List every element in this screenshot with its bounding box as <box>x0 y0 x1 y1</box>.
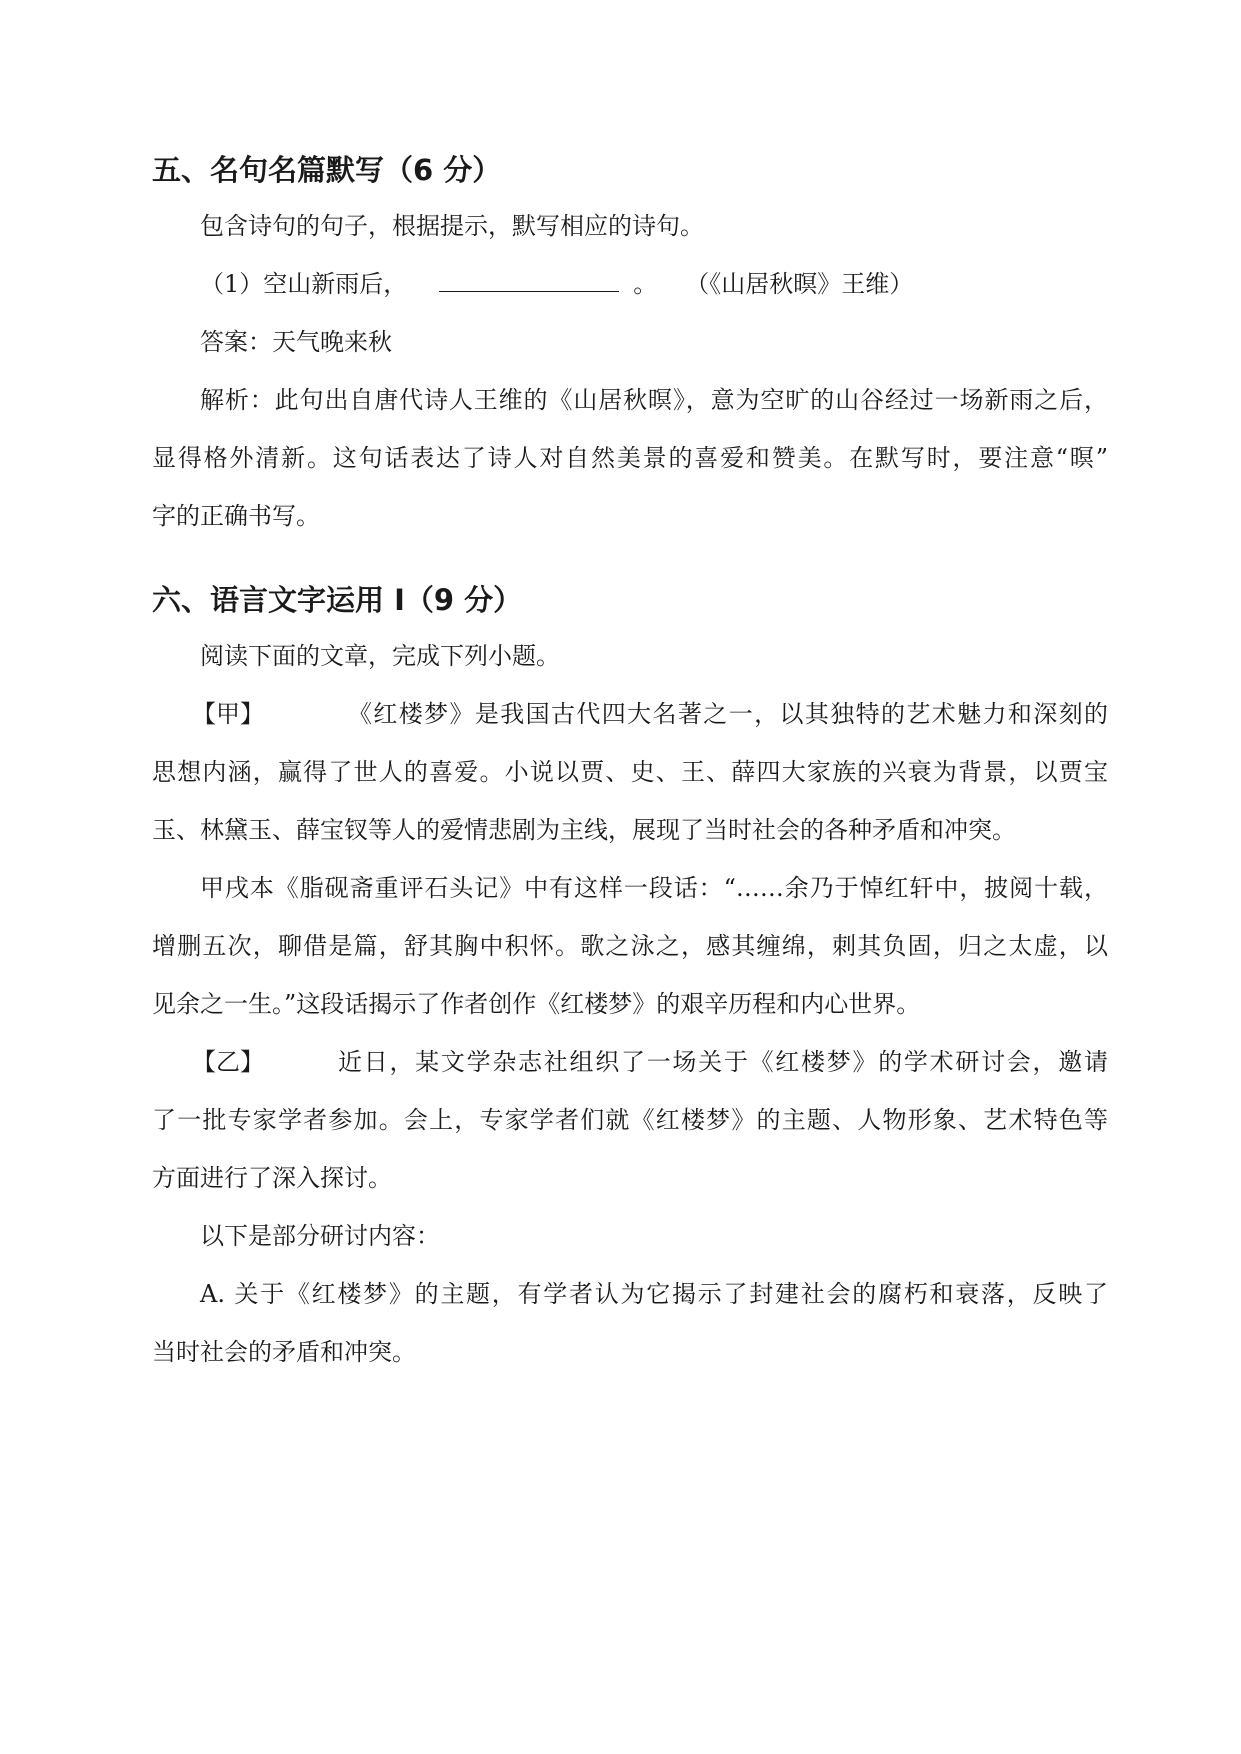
analysis-line-2: 显得格外清新。这句话表达了诗人对自然美景的喜爱和赞美。在默写时，要注意“暝” <box>152 444 1108 472</box>
passage-jia-p2-line-3: 见余之一生。”这段话揭示了作者创作《红楼梦》的艰辛历程和内心世界。 <box>152 990 921 1018</box>
question-1-source: （《山居秋暝》王维） <box>685 270 914 298</box>
passage-yi-line-3: 方面进行了深入探讨。 <box>152 1164 392 1192</box>
section-5-instruction: 包含诗句的句子，根据提示，默写相应的诗句。 <box>200 212 704 240</box>
passage-jia-line-3: 玉、林黛玉、薛宝钗等人的爱情悲剧为主线，展现了当时社会的各种矛盾和冲突。 <box>152 816 1016 844</box>
question-1-suffix: 。 <box>633 270 658 298</box>
passage-jia-line-2: 思想内涵，赢得了世人的喜爱。小说以贾、史、王、薛四大家族的兴衰为背景，以贾宝 <box>152 758 1108 786</box>
section-6-title: 六、语言文字运用 I（9 分） <box>152 583 523 617</box>
passage-jia-p2-line-2: 增删五次，聊借是篇，舒其胸中积怀。歌之泳之，感其缠绵，刺其负固，归之太虚，以 <box>152 932 1108 960</box>
question-1 <box>200 268 913 300</box>
passage-jia-tag: 【甲】 <box>192 700 264 728</box>
section-5-title: 五、名句名篇默写（6 分） <box>152 153 502 187</box>
passage-yi-line-1: 近日，某文学杂志社组织了一场关于《红楼梦》的学术研讨会，邀请 <box>338 1048 1108 1076</box>
answer-text: 答案：天气晚来秋 <box>200 328 392 356</box>
analysis-line-3: 字的正确书写。 <box>152 502 320 530</box>
answer-blank <box>439 269 619 292</box>
passage-jia-p2-line-1: 甲戌本《脂砚斋重评石头记》中有这样一段话：“……余乃于悼红轩中，披阅十载， <box>200 874 1108 902</box>
question-1-prefix: （1）空山新雨后， <box>200 270 408 298</box>
passage-yi-line-2: 了一批专家学者参加。会上，专家学者们就《红楼梦》的主题、人物形象、艺术特色等 <box>152 1106 1108 1134</box>
analysis-line-1: 解析：此句出自唐代诗人王维的《山居秋暝》，意为空旷的山谷经过一场新雨之后， <box>200 386 1108 414</box>
passage-yi-tag: 【乙】 <box>192 1048 264 1076</box>
section-6-instruction: 阅读下面的文章，完成下列小题。 <box>200 642 560 670</box>
item-a-line-1: A. 关于《红楼梦》的主题，有学者认为它揭示了封建社会的腐朽和衰落，反映了 <box>200 1280 1108 1308</box>
discussion-intro: 以下是部分研讨内容： <box>200 1222 440 1250</box>
passage-jia-line-1: 《红楼梦》是我国古代四大名著之一，以其独特的艺术魅力和深刻的 <box>348 700 1108 728</box>
item-a-line-2: 当时社会的矛盾和冲突。 <box>152 1338 416 1366</box>
